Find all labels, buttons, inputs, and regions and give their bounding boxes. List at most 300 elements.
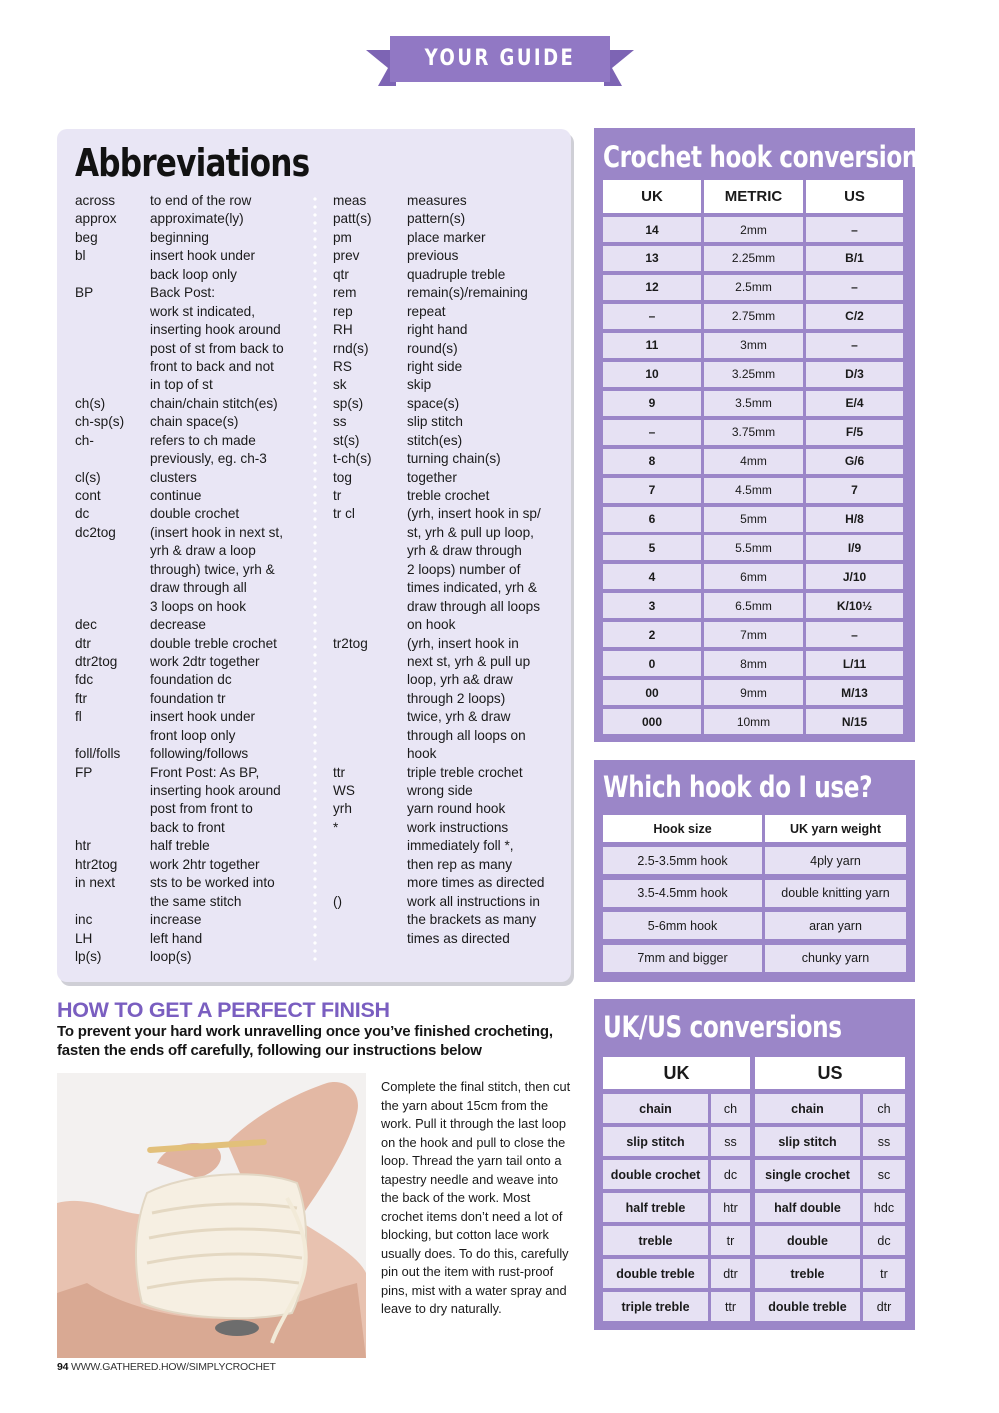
abbreviation-meaning: to end of the row (150, 193, 252, 208)
abbreviation-meaning: place marker (407, 229, 486, 245)
which-hook-box (594, 760, 915, 982)
abbreviation-meaning: following/follows (150, 746, 249, 762)
abbreviation-meaning: work instructions (407, 819, 509, 835)
hook-us-size: N/15 (806, 709, 903, 734)
abbreviation-term: st(s) (333, 432, 360, 448)
ukus-us-abbr: tr (863, 1259, 905, 1288)
abbreviation-meaning: space(s) (407, 395, 460, 411)
abbreviation-term: tog (333, 469, 352, 485)
ukus-uk-abbr: ss (711, 1127, 750, 1156)
abbreviation-row (75, 469, 284, 487)
abbreviation-row (333, 893, 545, 911)
hook-metric-size: 2.75mm (704, 304, 803, 329)
abbreviation-row (75, 413, 284, 431)
abbreviation-meaning: on hook (407, 617, 456, 633)
abbreviation-row (333, 321, 545, 339)
abbreviation-term (75, 450, 150, 468)
abbreviation-row (75, 303, 284, 321)
abbreviation-term (75, 358, 150, 376)
abbreviation-row (333, 542, 545, 560)
abbreviation-meaning: left hand (150, 930, 203, 946)
abbreviation-term: t-ch(s) (333, 451, 372, 467)
ukus-uk-term: triple treble (603, 1292, 708, 1321)
hook-metric-size: 3.5mm (704, 391, 803, 416)
hook-conversions-title: Crochet hook conversions (603, 140, 932, 174)
hook-uk-size: 12 (603, 275, 701, 300)
abbreviation-row (75, 321, 284, 339)
abbreviation-row (75, 616, 284, 634)
abbreviation-row (75, 690, 284, 708)
abbreviation-meaning: yrh & draw a loop (150, 543, 256, 559)
abbreviation-row (333, 303, 545, 321)
abbreviation-meaning: immediately foll *, (407, 838, 514, 854)
abbreviation-meaning: foundation dc (150, 672, 232, 688)
hook-uk-size: 00 (603, 680, 701, 705)
abbreviation-meaning: previous (407, 248, 459, 264)
abbreviation-row (333, 229, 545, 247)
hook-uk-size: 000 (603, 709, 701, 734)
which-header-yarn-weight: UK yarn weight (765, 815, 906, 842)
abbreviation-meaning: continue (150, 488, 202, 503)
abbreviation-term: * (333, 819, 339, 835)
which-hook-size: 5-6mm hook (603, 912, 762, 939)
abbreviation-term: cl(s) (75, 469, 101, 485)
abbreviations-panel (57, 129, 571, 982)
abbreviation-term: dtr (75, 635, 91, 651)
hook-metric-size: 3.25mm (704, 362, 803, 387)
abbreviation-term (75, 598, 150, 616)
abbreviation-row (75, 745, 284, 763)
abbreviation-term: ttr (333, 764, 346, 780)
abbreviation-row (75, 247, 284, 265)
abbreviation-meaning: (yrh, insert hook in sp/ (407, 506, 541, 522)
abbreviation-term: cont (75, 488, 101, 503)
abbreviation-meaning: loop, yrh a& draw (407, 672, 513, 688)
abbreviation-term: RS (333, 358, 352, 374)
hook-uk-size: 3 (603, 593, 701, 618)
abbreviation-row (333, 690, 545, 708)
abbreviation-term (75, 782, 150, 800)
abbreviation-row (75, 782, 284, 800)
abbreviation-row (333, 635, 545, 653)
abbreviation-row (75, 800, 284, 818)
abbreviation-term (333, 745, 407, 763)
abbreviation-row (75, 708, 284, 726)
abbreviation-meaning: clusters (150, 469, 197, 485)
abbreviation-term: () (333, 893, 343, 909)
hook-uk-size: 8 (603, 449, 701, 474)
abbreviations-left-column (75, 192, 284, 966)
abbreviation-meaning: refers to ch made (150, 432, 256, 448)
abbreviation-row (333, 874, 545, 892)
abbreviation-meaning: turning chain(s) (407, 451, 501, 467)
ukus-us-term: chain (755, 1094, 860, 1123)
abbreviation-term: yrh (333, 801, 352, 817)
abbreviation-meaning: Back Post: (150, 285, 215, 301)
abbreviation-term (333, 579, 407, 597)
hook-uk-size: 9 (603, 391, 701, 416)
which-hook-size: 3.5-4.5mm hook (603, 880, 762, 907)
abbreviation-meaning: post of st from back to (150, 340, 284, 356)
hook-us-size: J/10 (806, 564, 903, 589)
abbreviation-row (333, 561, 545, 579)
hook-us-size: C/2 (806, 304, 903, 329)
abbreviation-term: in next (75, 875, 116, 891)
abbreviation-meaning: in top of st (150, 377, 213, 393)
abbreviation-term: tr2tog (333, 635, 368, 651)
abbreviation-meaning: (yrh, insert hook in (407, 635, 519, 651)
abbreviation-row (333, 358, 545, 376)
abbreviation-term: dtr2tog (75, 653, 118, 669)
abbreviation-row (333, 837, 545, 855)
which-yarn-weight: 4ply yarn (765, 847, 906, 874)
abbreviation-term (75, 321, 150, 339)
hook-us-size: H/8 (806, 507, 903, 532)
abbreviation-term: rnd(s) (333, 340, 369, 356)
hook-uk-size: – (603, 304, 701, 329)
abbreviation-meaning: the brackets as many (407, 912, 537, 928)
hook-us-size: M/13 (806, 680, 903, 705)
crochet-photo (57, 1073, 366, 1358)
abbreviation-meaning: slip stitch (407, 414, 463, 430)
hook-metric-size: 4.5mm (704, 478, 803, 503)
abbreviation-meaning: inserting hook around (150, 783, 281, 798)
abbreviation-term (333, 598, 407, 616)
hook-us-size: G/6 (806, 449, 903, 474)
ukus-us-term: double treble (755, 1292, 860, 1321)
hook-metric-size: 5.5mm (704, 535, 803, 560)
abbreviation-row (75, 635, 284, 653)
hook-us-size: – (806, 275, 903, 300)
abbreviation-meaning: draw through all loops (407, 598, 540, 614)
abbreviation-row (333, 413, 545, 431)
ukus-us-term: slip stitch (755, 1127, 860, 1156)
abbreviation-row (75, 505, 284, 523)
abbreviation-meaning: through all loops on (407, 727, 526, 743)
abbreviation-row (333, 708, 545, 726)
ukus-uk-abbr: dtr (711, 1259, 750, 1288)
abbreviation-row (75, 340, 284, 358)
abbreviation-row (75, 376, 284, 394)
hook-uk-size: 6 (603, 507, 701, 532)
page-footer (57, 1361, 276, 1373)
abbreviation-term (333, 911, 407, 929)
abbreviation-row (333, 376, 545, 394)
abbreviation-row (75, 819, 284, 837)
page-number: 94 (57, 1361, 69, 1373)
abbreviation-term: rep (333, 303, 353, 319)
abbreviation-row (75, 358, 284, 376)
hook-us-size: – (806, 333, 903, 358)
abbreviation-row (333, 432, 545, 450)
abbreviation-row (75, 911, 284, 929)
hook-uk-size: 11 (603, 333, 701, 358)
abbreviation-term: htr (75, 838, 91, 854)
hook-us-size: D/3 (806, 362, 903, 387)
abbreviation-row (333, 764, 545, 782)
abbreviation-meaning: Front Post: As BP, (150, 764, 260, 780)
abbreviation-meaning: pattern(s) (407, 211, 466, 227)
abbreviation-row (75, 210, 284, 228)
abbreviation-term: across (75, 193, 116, 208)
abbreviation-row (75, 948, 284, 966)
abbreviation-row (75, 764, 284, 782)
hook-metric-size: 3mm (704, 333, 803, 358)
ukus-uk-term: treble (603, 1226, 708, 1255)
ukus-us-term: treble (755, 1259, 860, 1288)
abbreviation-row (333, 192, 545, 210)
abbreviation-term (75, 561, 150, 579)
abbreviation-row (333, 210, 545, 228)
abbreviation-term (333, 524, 407, 542)
abbreviation-row (333, 284, 545, 302)
hook-metric-size: 4mm (704, 449, 803, 474)
abbreviation-meaning: right side (407, 358, 463, 374)
hook-uk-size: 7 (603, 478, 701, 503)
abbreviation-term: ch(s) (75, 395, 106, 411)
perfect-finish-title: HOW TO GET A PERFECT FINISH (57, 998, 390, 1022)
abbreviation-term: fl (75, 709, 82, 725)
abbreviation-term: htr2tog (75, 856, 118, 872)
abbreviation-term (333, 856, 407, 874)
abbreviation-term (75, 579, 150, 597)
hook-us-size: K/10½ (806, 593, 903, 618)
hook-metric-size: 5mm (704, 507, 803, 532)
abbreviation-row (333, 505, 545, 523)
hook-us-size: – (806, 622, 903, 647)
ukus-header-uk: UK (603, 1057, 750, 1089)
abbreviation-row (333, 450, 545, 468)
abbreviation-row (333, 911, 545, 929)
abbreviation-meaning: times as directed (407, 930, 510, 946)
abbreviation-row (333, 930, 545, 948)
ukus-us-term: double (755, 1226, 860, 1255)
hook-uk-size: – (603, 420, 701, 445)
abbreviation-meaning: wrong side (407, 783, 473, 798)
abbreviation-term: RH (333, 322, 353, 338)
abbreviation-term (75, 893, 150, 911)
footer-url: WWW.GATHERED.HOW/SIMPLYCROCHET (71, 1361, 276, 1373)
ukus-us-term: half double (755, 1193, 860, 1222)
abbreviation-meaning: repeat (407, 303, 446, 319)
abbreviation-meaning: inserting hook around (150, 322, 281, 338)
hook-uk-size: 14 (603, 217, 701, 242)
ukus-us-abbr: dtr (863, 1292, 905, 1321)
hook-header-metric: METRIC (704, 180, 803, 213)
abbreviation-meaning: double crochet (150, 506, 240, 522)
abbreviation-term (75, 542, 150, 560)
abbreviation-meaning: hook (407, 746, 437, 762)
ukus-us-abbr: hdc (863, 1193, 905, 1222)
abbreviation-meaning: beginning (150, 229, 209, 245)
abbreviation-row (333, 653, 545, 671)
abbreviation-meaning: treble crochet (407, 488, 490, 503)
abbreviation-row (333, 727, 545, 745)
abbreviation-term: dc2tog (75, 524, 116, 540)
abbreviation-row (75, 653, 284, 671)
hook-uk-size: 4 (603, 564, 701, 589)
perfect-finish-body: Complete the final stitch, then cut the yarn about 15cm from the work. Pull it through the last loop on the hook and pull to close the loop. Thread the yarn tail onto a tapestry needle and weave into the back of the work. Most crochet items don’t need a lot of blocking, but cotton lace work usually does. To do this, carefully pin out the item with rust-proof pins, mist with a water spray and leave to dry naturally. (381, 1079, 571, 1316)
abbreviation-term (333, 874, 407, 892)
abbreviation-row (75, 598, 284, 616)
abbreviation-row (333, 395, 545, 413)
abbreviation-meaning: twice, yrh & draw (407, 709, 511, 725)
abbreviation-meaning: through) twice, yrh & (150, 561, 275, 577)
hook-metric-size: 2mm (704, 217, 803, 242)
abbreviation-meaning: stitch(es) (407, 432, 463, 448)
abbreviation-row (333, 616, 545, 634)
abbreviation-row (75, 837, 284, 855)
abbreviation-term: tr cl (333, 506, 355, 522)
abbreviation-term: ch-sp(s) (75, 414, 125, 430)
ukus-uk-term: chain (603, 1094, 708, 1123)
abbreviation-row (75, 561, 284, 579)
abbreviation-term: dec (75, 617, 97, 633)
abbreviation-term (333, 930, 407, 948)
abbreviation-term: ftr (75, 690, 88, 706)
abbreviation-term: ch- (75, 432, 94, 448)
hook-us-size: – (806, 217, 903, 242)
hook-metric-size: 8mm (704, 651, 803, 676)
abbreviation-term: lp(s) (75, 948, 102, 964)
abbreviation-term (333, 542, 407, 560)
perfect-finish-subtitle: To prevent your hard work unravelling once you’ve finished crocheting, fasten the ends off carefully, following our instructions below (57, 1023, 553, 1059)
abbreviation-meaning: next st, yrh & pull up (407, 653, 531, 669)
ukus-uk-abbr: tr (711, 1226, 750, 1255)
abbreviation-meaning: draw through all (150, 580, 247, 596)
abbreviation-meaning: skip (407, 377, 432, 393)
ukus-conversions-box (594, 999, 915, 1330)
which-yarn-weight: double knitting yarn (765, 880, 906, 907)
hook-us-size: B/1 (806, 246, 903, 271)
which-hook-title: Which hook do I use? (603, 770, 873, 804)
ukus-uk-abbr: ttr (711, 1292, 750, 1321)
hook-uk-size: 10 (603, 362, 701, 387)
abbreviation-row (75, 579, 284, 597)
hook-conversions-box (594, 128, 932, 742)
hook-metric-size: 3.75mm (704, 420, 803, 445)
abbreviation-row (333, 800, 545, 818)
abbreviation-row (75, 930, 284, 948)
abbreviation-meaning: sts to be worked into (150, 875, 275, 891)
abbreviation-row (333, 469, 545, 487)
which-hook-size: 2.5-3.5mm hook (603, 847, 762, 874)
abbreviation-meaning: work all instructions in (407, 893, 540, 909)
hook-header-us: US (806, 180, 903, 213)
abbreviation-term (75, 303, 150, 321)
hook-us-size: E/4 (806, 391, 903, 416)
abbreviation-term (75, 819, 150, 837)
abbreviation-term: approx (75, 211, 117, 227)
abbreviation-term: fdc (75, 672, 94, 688)
which-header-hook-size: Hook size (603, 815, 762, 842)
ukus-us-term: single crochet (755, 1160, 860, 1189)
abbreviation-row (75, 266, 284, 284)
abbreviation-term (75, 340, 150, 358)
abbreviation-term: meas (333, 193, 367, 208)
dotted-divider (313, 195, 317, 963)
abbreviation-meaning: work 2htr together (150, 856, 260, 872)
your-guide-banner (366, 36, 634, 90)
abbreviation-meaning: remain(s)/remaining (407, 285, 528, 301)
abbreviation-row (333, 745, 545, 763)
abbreviation-term (75, 376, 150, 394)
abbreviation-row (75, 432, 284, 450)
hook-metric-size: 2.25mm (704, 246, 803, 271)
abbreviation-meaning: 3 loops on hook (150, 598, 246, 614)
abbreviation-term: FP (75, 764, 93, 780)
hook-uk-size: 13 (603, 246, 701, 271)
abbreviation-meaning: more times as directed (407, 875, 545, 891)
banner-label: YOUR GUIDE (424, 46, 576, 71)
which-yarn-weight: aran yarn (765, 912, 906, 939)
abbreviation-meaning: together (407, 469, 457, 485)
abbreviation-row (333, 266, 545, 284)
ukus-us-abbr: ch (863, 1094, 905, 1123)
abbreviation-term: foll/folls (75, 746, 121, 762)
abbreviation-meaning: previously, eg. ch-3 (150, 451, 267, 467)
abbreviation-row (75, 229, 284, 247)
abbreviation-row (75, 450, 284, 468)
abbreviation-term: rem (333, 285, 357, 301)
abbreviation-term: WS (333, 783, 355, 798)
abbreviation-term (333, 727, 407, 745)
ukus-uk-abbr: htr (711, 1193, 750, 1222)
abbreviation-term: dc (75, 506, 90, 522)
abbreviation-row (75, 542, 284, 560)
abbreviation-row (333, 856, 545, 874)
abbreviation-meaning: right hand (407, 322, 468, 338)
abbreviation-term: bl (75, 248, 86, 264)
abbreviation-row (75, 874, 284, 892)
abbreviation-meaning: yarn round hook (407, 801, 506, 817)
abbreviation-meaning: front to back and not (150, 358, 274, 374)
abbreviation-term (333, 653, 407, 671)
abbreviation-term: tr (333, 488, 342, 503)
abbreviation-term (75, 800, 150, 818)
ukus-uk-term: slip stitch (603, 1127, 708, 1156)
abbreviation-meaning: measures (407, 193, 467, 208)
hook-uk-size: 5 (603, 535, 701, 560)
abbreviation-meaning: insert hook under (150, 709, 256, 725)
abbreviation-term: sp(s) (333, 395, 364, 411)
abbreviation-meaning: loop(s) (150, 948, 192, 964)
abbreviation-meaning: work st indicated, (150, 303, 256, 319)
abbreviation-meaning: work 2dtr together (150, 653, 260, 669)
abbreviation-meaning: times indicated, yrh & (407, 580, 537, 596)
abbreviation-meaning: triple treble crochet (407, 764, 523, 780)
hook-metric-size: 7mm (704, 622, 803, 647)
abbreviation-term (75, 266, 150, 284)
abbreviation-row (333, 524, 545, 542)
abbreviation-meaning: decrease (150, 617, 206, 633)
abbreviation-row (333, 819, 545, 837)
abbreviation-meaning: front loop only (150, 727, 236, 743)
abbreviation-term (333, 561, 407, 579)
abbreviation-term (333, 690, 407, 708)
which-hook-size: 7mm and bigger (603, 945, 762, 972)
abbreviation-meaning: chain/chain stitch(es) (150, 395, 278, 411)
abbreviation-meaning: then rep as many (407, 856, 513, 872)
abbreviation-term: sk (333, 377, 347, 393)
abbreviation-meaning: quadruple treble (407, 266, 506, 282)
abbreviation-meaning: through 2 loops) (407, 690, 506, 706)
abbreviations-title: Abbreviations (75, 141, 310, 185)
abbreviation-meaning: double treble crochet (150, 635, 277, 651)
hook-metric-size: 10mm (704, 709, 803, 734)
abbreviation-meaning: back loop only (150, 266, 237, 282)
abbreviation-term: inc (75, 912, 93, 928)
